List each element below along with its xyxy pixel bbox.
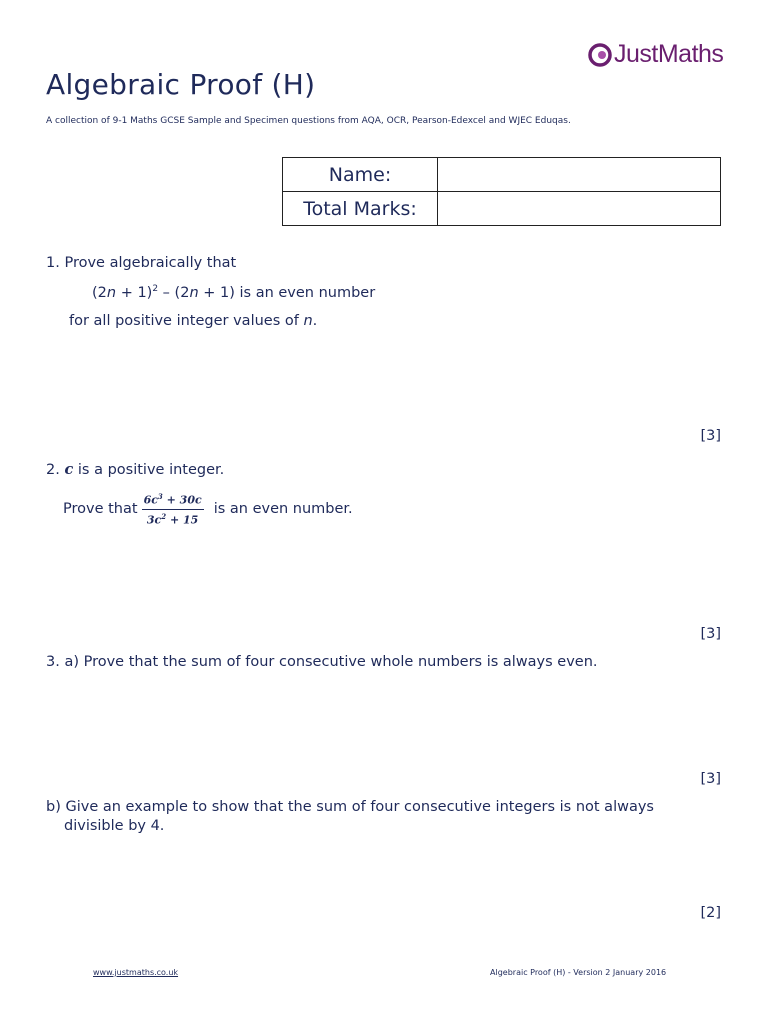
exponent: 2 — [152, 284, 159, 294]
page-subtitle: A collection of 9-1 Maths GCSE Sample and Specimen questions from AQA, OCR, Pearson-Edexcel and WJEC Eduqas. — [46, 116, 571, 126]
question-1-line3 — [69, 313, 317, 329]
name-marks-table — [282, 157, 721, 226]
expr-part: (2 — [92, 284, 107, 301]
den-part: 3c — [146, 513, 162, 527]
var-n: n — [189, 284, 199, 301]
name-row — [283, 158, 721, 192]
total-marks-field[interactable] — [438, 192, 721, 226]
expr-part: + 1) — [116, 284, 153, 301]
expr-part: + 1) is an even number — [198, 284, 376, 301]
text-part: . — [312, 313, 318, 329]
fraction-denominator — [142, 510, 204, 527]
text-part: for all positive integer values of — [69, 313, 304, 329]
name-field[interactable] — [438, 158, 721, 192]
question-2-line1: is a positive integer. — [73, 462, 225, 478]
num-part: 6c — [143, 493, 158, 507]
logo-text: JustMaths — [614, 40, 724, 68]
den-part: + 15 — [166, 513, 199, 527]
justmaths-logo — [588, 40, 723, 69]
question-1-line1: Prove algebraically that — [64, 255, 237, 271]
num-part: + 30c — [162, 493, 202, 507]
name-label: Name: — [283, 158, 438, 192]
question-3a-text: 3. a) Prove that the sum of four consecutive whole numbers is always even. — [46, 654, 598, 670]
question-3b-marks: [2] — [700, 905, 721, 921]
question-1-number: 1. — [46, 255, 60, 271]
question-2-marks: [3] — [700, 626, 721, 642]
question-2-tail: is an even number. — [213, 501, 353, 518]
expr-part: – (2 — [158, 284, 190, 301]
page-title: Algebraic Proof (H) — [46, 68, 316, 101]
total-marks-row — [283, 192, 721, 226]
fraction-numerator — [142, 492, 204, 510]
question-1-marks: [3] — [700, 428, 721, 444]
var-c: c — [64, 461, 74, 478]
question-3a-marks: [3] — [700, 771, 721, 787]
exponent: 2 — [161, 511, 167, 521]
question-3b-line1: b) Give an example to show that the sum of four consecutive integers is not always — [46, 799, 654, 815]
question-2-number: 2. — [46, 462, 60, 478]
logo-swirl-icon — [588, 42, 612, 68]
question-1-expression — [92, 284, 375, 301]
fraction — [142, 492, 204, 526]
footer-website-link[interactable]: www.justmaths.co.uk — [93, 968, 179, 977]
exponent: 3 — [157, 492, 163, 501]
question-1-intro — [46, 255, 236, 271]
footer-version: Algebraic Proof (H) - Version 2 January 2016 — [490, 968, 667, 977]
var-n: n — [303, 313, 313, 329]
prove-text: Prove that — [63, 501, 138, 518]
question-2-intro — [46, 461, 224, 478]
var-n: n — [106, 284, 117, 301]
question-3b-line2: divisible by 4. — [64, 818, 165, 834]
question-2-prove — [63, 492, 353, 526]
total-marks-label: Total Marks: — [283, 192, 438, 226]
